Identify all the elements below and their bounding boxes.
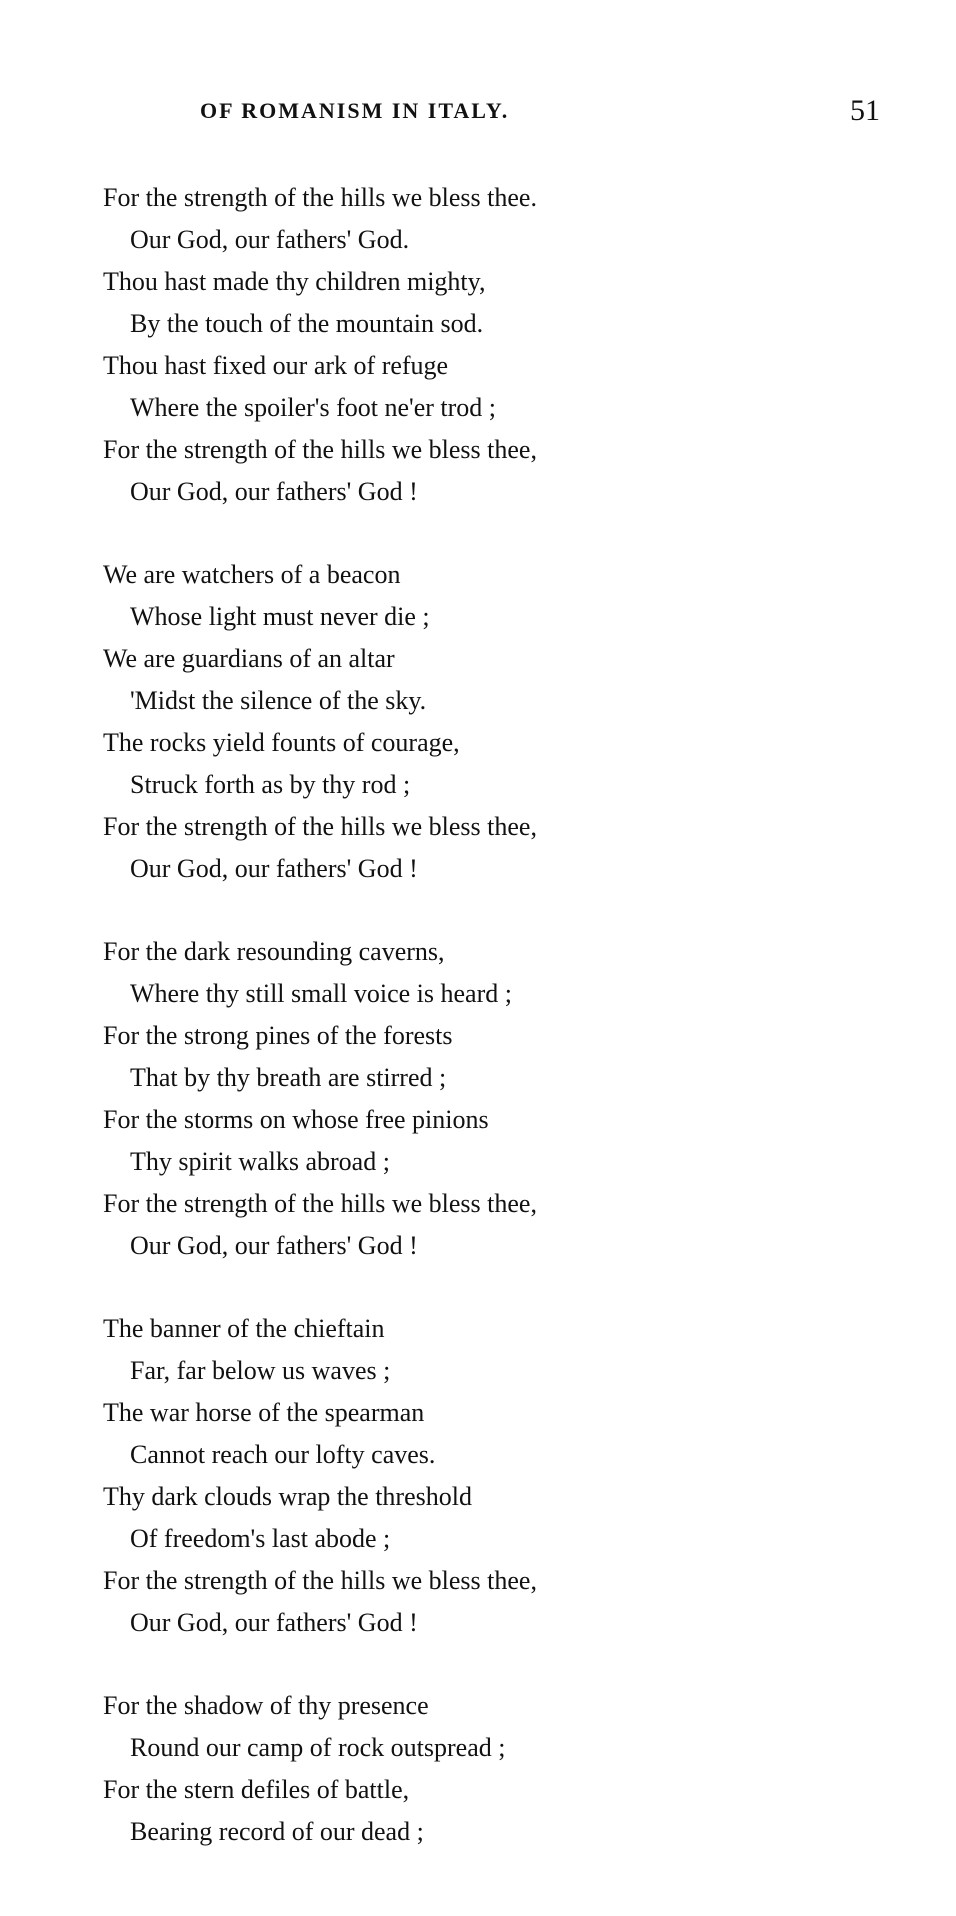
poem-line: Our God, our fathers' God ! bbox=[130, 1608, 418, 1637]
stanza-4 bbox=[103, 1308, 903, 1644]
poem-line: Cannot reach our lofty caves. bbox=[130, 1440, 436, 1469]
poem-line: Bearing record of our dead ; bbox=[130, 1817, 424, 1846]
poem bbox=[103, 177, 903, 1894]
poem-line: Our God, our fathers' God ! bbox=[130, 854, 418, 883]
poem-line: For the strength of the hills we bless thee, bbox=[103, 435, 537, 464]
poem-line: For the strength of the hills we bless thee, bbox=[103, 1566, 537, 1595]
poem-line: For the dark resounding caverns, bbox=[103, 937, 445, 966]
poem-line: Thy spirit walks abroad ; bbox=[130, 1147, 390, 1176]
poem-line: Whose light must never die ; bbox=[130, 602, 430, 631]
poem-line: For the strong pines of the forests bbox=[103, 1021, 453, 1050]
poem-line: Our God, our fathers' God ! bbox=[130, 1231, 418, 1260]
poem-line: 'Midst the silence of the sky. bbox=[130, 686, 427, 715]
poem-line: By the touch of the mountain sod. bbox=[130, 309, 484, 338]
stanza-5 bbox=[103, 1685, 903, 1853]
poem-line: For the strength of the hills we bless thee, bbox=[103, 812, 537, 841]
poem-line: The banner of the chieftain bbox=[103, 1314, 385, 1343]
poem-line: Of freedom's last abode ; bbox=[130, 1524, 391, 1553]
stanza-2 bbox=[103, 554, 903, 890]
poem-line: Our God, our fathers' God ! bbox=[130, 477, 418, 506]
poem-line: We are watchers of a beacon bbox=[103, 560, 401, 589]
poem-line: Round our camp of rock outspread ; bbox=[130, 1733, 506, 1762]
poem-line: The rocks yield founts of courage, bbox=[103, 728, 460, 757]
poem-line: For the storms on whose free pinions bbox=[103, 1105, 489, 1134]
poem-line: For the stern defiles of battle, bbox=[103, 1775, 410, 1804]
poem-line: Thy dark clouds wrap the threshold bbox=[103, 1482, 472, 1511]
page-number: 51 bbox=[850, 94, 880, 127]
poem-line: Struck forth as by thy rod ; bbox=[130, 770, 411, 799]
poem-line: The war horse of the spearman bbox=[103, 1398, 425, 1427]
poem-line: For the shadow of thy presence bbox=[103, 1691, 429, 1720]
running-head bbox=[200, 94, 880, 134]
poem-line: We are guardians of an altar bbox=[103, 644, 395, 673]
stanza-3 bbox=[103, 931, 903, 1267]
poem-line: For the strength of the hills we bless thee, bbox=[103, 1189, 537, 1218]
poem-line: Where thy still small voice is heard ; bbox=[130, 979, 512, 1008]
poem-line: Our God, our fathers' God. bbox=[130, 225, 410, 254]
poem-line: That by thy breath are stirred ; bbox=[130, 1063, 447, 1092]
poem-line: For the strength of the hills we bless thee. bbox=[103, 183, 537, 212]
poem-line: Thou hast fixed our ark of refuge bbox=[103, 351, 449, 380]
stanza-1 bbox=[103, 177, 903, 513]
poem-line: Where the spoiler's foot ne'er trod ; bbox=[130, 393, 497, 422]
poem-line: Thou hast made thy children mighty, bbox=[103, 267, 486, 296]
poem-line: Far, far below us waves ; bbox=[130, 1356, 391, 1385]
running-head-title: OF ROMANISM IN ITALY. bbox=[200, 98, 510, 123]
